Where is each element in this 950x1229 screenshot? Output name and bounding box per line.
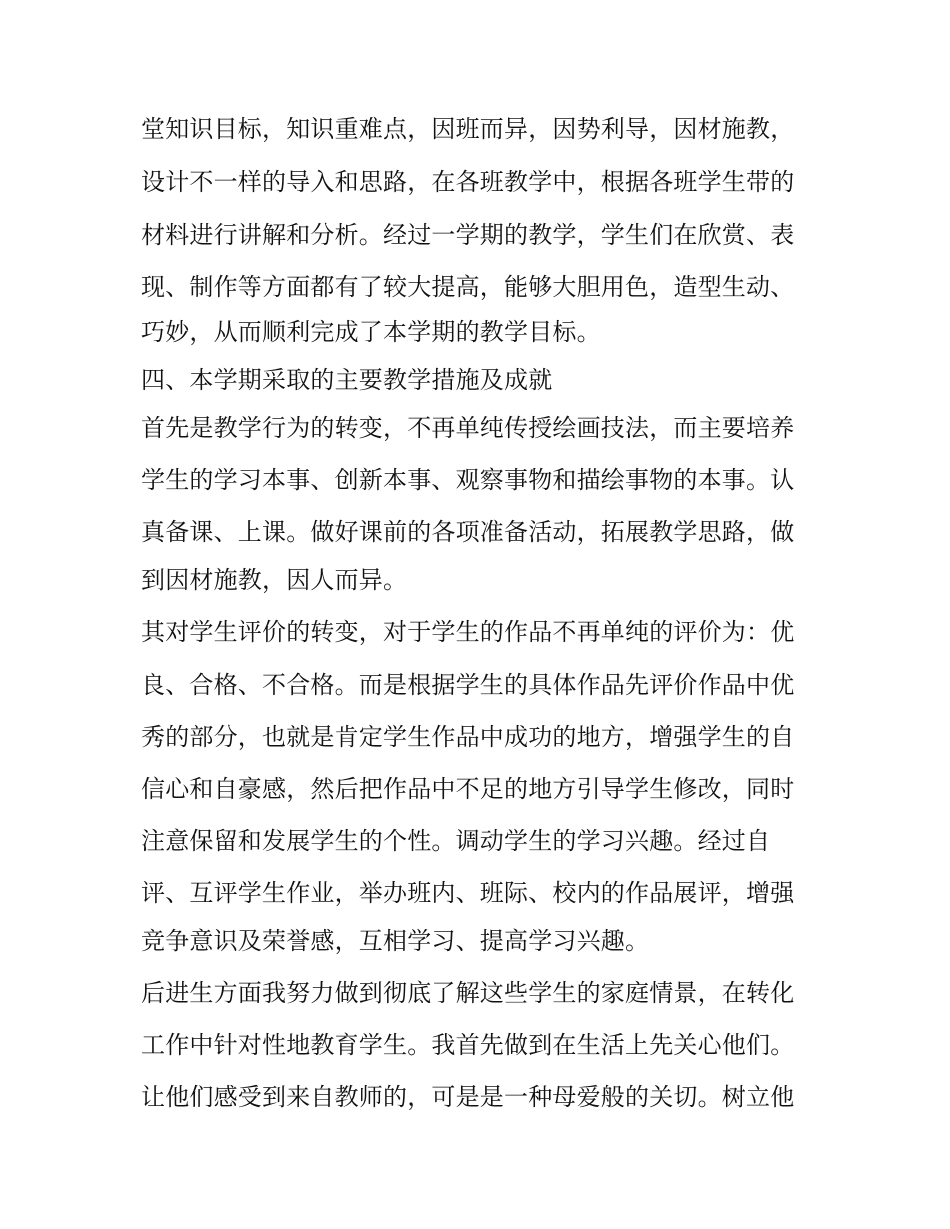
text-line: 真备课、上课。做好课前的各项准备活动，拓展教学思路，做 [141,518,795,546]
text-line: 评、互评学生作业，举办班内、班际、校内的作品展评，增强 [141,879,795,907]
text-line: 工作中针对性地教育学生。我首先做到在生活上先关心他们。 [141,1031,795,1059]
text-line: 设计不一样的导入和思路，在各班教学中，根据各班学生带的 [141,168,795,196]
section-heading: 四、本学期采取的主要教学措施及成就 [141,366,553,394]
text-line: 后进生方面我努力做到彻底了解这些学生的家庭情景，在转化 [141,979,795,1007]
text-line: 竞争意识及荣誉感，互相学习、提高学习兴趣。 [141,927,650,955]
text-line: 堂知识目标，知识重难点，因班而异，因势利导，因材施教， [141,115,795,143]
text-line: 其对学生评价的转变，对于学生的作品不再单纯的评价为：优 [141,618,795,646]
text-line: 到因材施教，因人而异。 [141,566,408,594]
text-line: 良、合格、不合格。而是根据学生的具体作品先评价作品中优 [141,671,795,699]
text-line: 学生的学习本事、创新本事、观察事物和描绘事物的本事。认 [141,466,795,494]
text-line: 现、制作等方面都有了较大提高，能够大胆用色，造型生动、 [141,273,795,301]
text-line: 让他们感受到来自教师的，可是是一种母爱般的关切。树立他 [141,1083,795,1111]
text-line: 材料进行讲解和分析。经过一学期的教学，学生们在欣赏、表 [141,221,795,249]
text-line: 秀的部分，也就是肯定学生作品中成功的地方，增强学生的自 [141,723,795,751]
text-line: 信心和自豪感，然后把作品中不足的地方引导学生修改，同时 [141,775,795,803]
text-line: 注意保留和发展学生的个性。调动学生的学习兴趣。经过自 [141,827,771,855]
text-line: 巧妙，从而顺利完成了本学期的教学目标。 [141,318,601,346]
text-line: 首先是教学行为的转变，不再单纯传授绘画技法，而主要培养 [141,414,795,442]
